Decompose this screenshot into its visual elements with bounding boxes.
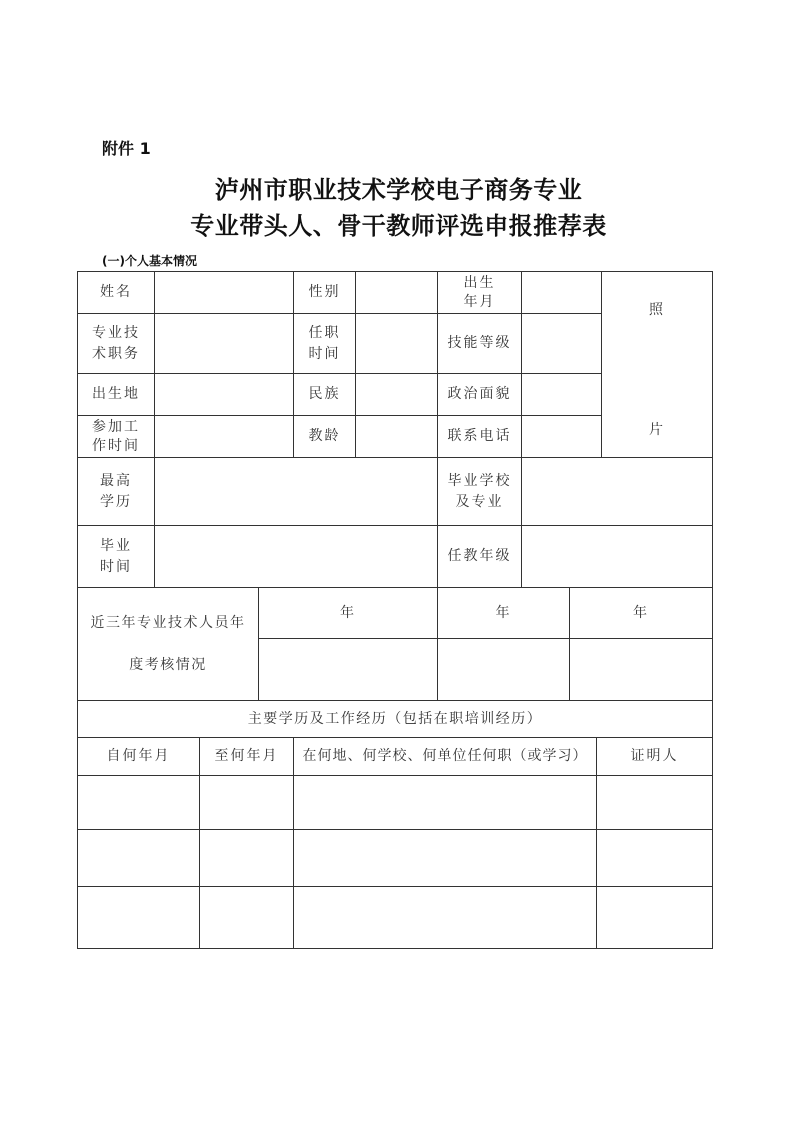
label-highest-education — [77, 457, 155, 526]
label-professional-title — [77, 313, 155, 374]
assessment-result-3[interactable] — [569, 638, 713, 701]
label-phone-text: 联系电话 — [447, 428, 512, 444]
label-graduation-time-line2: 时间 — [100, 558, 132, 575]
graduate-school-field[interactable] — [521, 457, 713, 526]
label-birthplace — [77, 373, 155, 416]
label-professional-title-line1: 专业技 — [92, 324, 140, 341]
birthplace-field[interactable] — [154, 373, 294, 416]
history-col-to-text: 至何年月 — [214, 748, 279, 764]
professional-title-field[interactable] — [154, 313, 294, 374]
label-appointment-time — [293, 313, 356, 374]
history-row3-to[interactable] — [199, 886, 294, 949]
history-row3-witness[interactable] — [596, 886, 713, 949]
label-appointment-time-line2: 时间 — [308, 345, 341, 362]
history-row2-witness[interactable] — [596, 829, 713, 887]
label-birth-date — [437, 271, 522, 314]
label-highest-education-line1: 最高 — [100, 472, 132, 489]
section-heading: (一)个人基本情况 — [102, 254, 197, 268]
graduation-time-field[interactable] — [154, 525, 438, 588]
assessment-year-2[interactable] — [437, 587, 570, 639]
label-annual-assessment-line1: 近三年专业技术人员年 — [90, 615, 246, 631]
history-col-from-text: 自何年月 — [106, 748, 171, 764]
teaching-years-field[interactable] — [355, 415, 438, 458]
history-col-to — [199, 737, 294, 776]
label-graduate-school-line1: 毕业学校 — [447, 472, 512, 489]
photo-label-line1: 照 — [649, 302, 665, 318]
label-graduate-school — [437, 457, 522, 526]
history-col-witness-text: 证明人 — [630, 748, 679, 764]
assessment-year-1-label: 年 — [340, 605, 356, 621]
label-political-status — [437, 373, 522, 416]
birth-date-field[interactable] — [521, 271, 602, 314]
label-graduation-time — [77, 525, 155, 588]
label-graduation-time-line1: 毕业 — [100, 537, 132, 554]
label-grade-taught — [437, 525, 522, 588]
label-annual-assessment — [77, 587, 259, 701]
assessment-result-1[interactable] — [258, 638, 438, 701]
label-skill-level-text: 技能等级 — [447, 335, 512, 351]
assessment-year-1[interactable] — [258, 587, 438, 639]
label-graduate-school-line2: 及专业 — [455, 493, 504, 510]
history-row3-from[interactable] — [77, 886, 200, 949]
work-start-field[interactable] — [154, 415, 294, 458]
phone-field[interactable] — [521, 415, 602, 458]
history-row2-to[interactable] — [199, 829, 294, 887]
label-name — [77, 271, 155, 314]
label-professional-title-line2: 术职务 — [92, 345, 140, 362]
label-name-text: 姓名 — [100, 284, 132, 300]
ethnicity-field[interactable] — [355, 373, 438, 416]
gender-field[interactable] — [355, 271, 438, 314]
political-status-field[interactable] — [521, 373, 602, 416]
history-row1-to[interactable] — [199, 775, 294, 830]
name-field[interactable] — [154, 271, 294, 314]
history-section-title — [77, 700, 713, 738]
label-teaching-years — [293, 415, 356, 458]
label-birthplace-text: 出生地 — [92, 386, 140, 402]
history-row2-place[interactable] — [293, 829, 597, 887]
label-political-status-text: 政治面貌 — [447, 386, 512, 402]
history-row1-from[interactable] — [77, 775, 200, 830]
skill-level-field[interactable] — [521, 313, 602, 374]
label-work-start-line2: 作时间 — [92, 437, 140, 454]
history-col-witness — [596, 737, 713, 776]
label-work-start — [77, 415, 155, 458]
assessment-year-3[interactable] — [569, 587, 713, 639]
form-title-line2: 专业带头人、骨干教师评选申报推荐表 — [190, 211, 607, 240]
history-row2-from[interactable] — [77, 829, 200, 887]
assessment-result-2[interactable] — [437, 638, 570, 701]
history-col-from — [77, 737, 200, 776]
assessment-year-3-label: 年 — [633, 605, 649, 621]
label-phone — [437, 415, 522, 458]
label-annual-assessment-line2: 度考核情况 — [129, 657, 207, 673]
history-row3-place[interactable] — [293, 886, 597, 949]
attachment-label: 附件 1 — [102, 139, 151, 158]
label-highest-education-line2: 学历 — [100, 493, 132, 510]
label-ethnicity-text: 民族 — [308, 386, 341, 402]
history-col-place — [293, 737, 597, 776]
photo-box[interactable] — [601, 271, 713, 458]
assessment-year-2-label: 年 — [495, 605, 512, 621]
form-title-line1: 泸州市职业技术学校电子商务专业 — [214, 175, 583, 204]
label-work-start-line1: 参加工 — [92, 418, 140, 435]
label-ethnicity — [293, 373, 356, 416]
label-teaching-years-text: 教龄 — [308, 428, 341, 444]
label-grade-taught-text: 任教年级 — [447, 548, 512, 564]
history-row1-witness[interactable] — [596, 775, 713, 830]
label-gender-text: 性别 — [308, 284, 341, 300]
photo-label-line2: 片 — [649, 422, 665, 438]
history-col-place-text: 在何地、何学校、何单位任何职（或学习） — [302, 748, 588, 764]
label-appointment-time-line1: 任职 — [308, 324, 341, 341]
highest-education-field[interactable] — [154, 457, 438, 526]
history-row1-place[interactable] — [293, 775, 597, 830]
history-section-title-text: 主要学历及工作经历（包括在职培训经历） — [247, 710, 543, 727]
label-birth-date-line1: 出生 — [463, 274, 496, 291]
label-birth-date-line2: 年月 — [463, 293, 496, 310]
label-gender — [293, 271, 356, 314]
appointment-time-field[interactable] — [355, 313, 438, 374]
grade-taught-field[interactable] — [521, 525, 713, 588]
label-skill-level — [437, 313, 522, 374]
